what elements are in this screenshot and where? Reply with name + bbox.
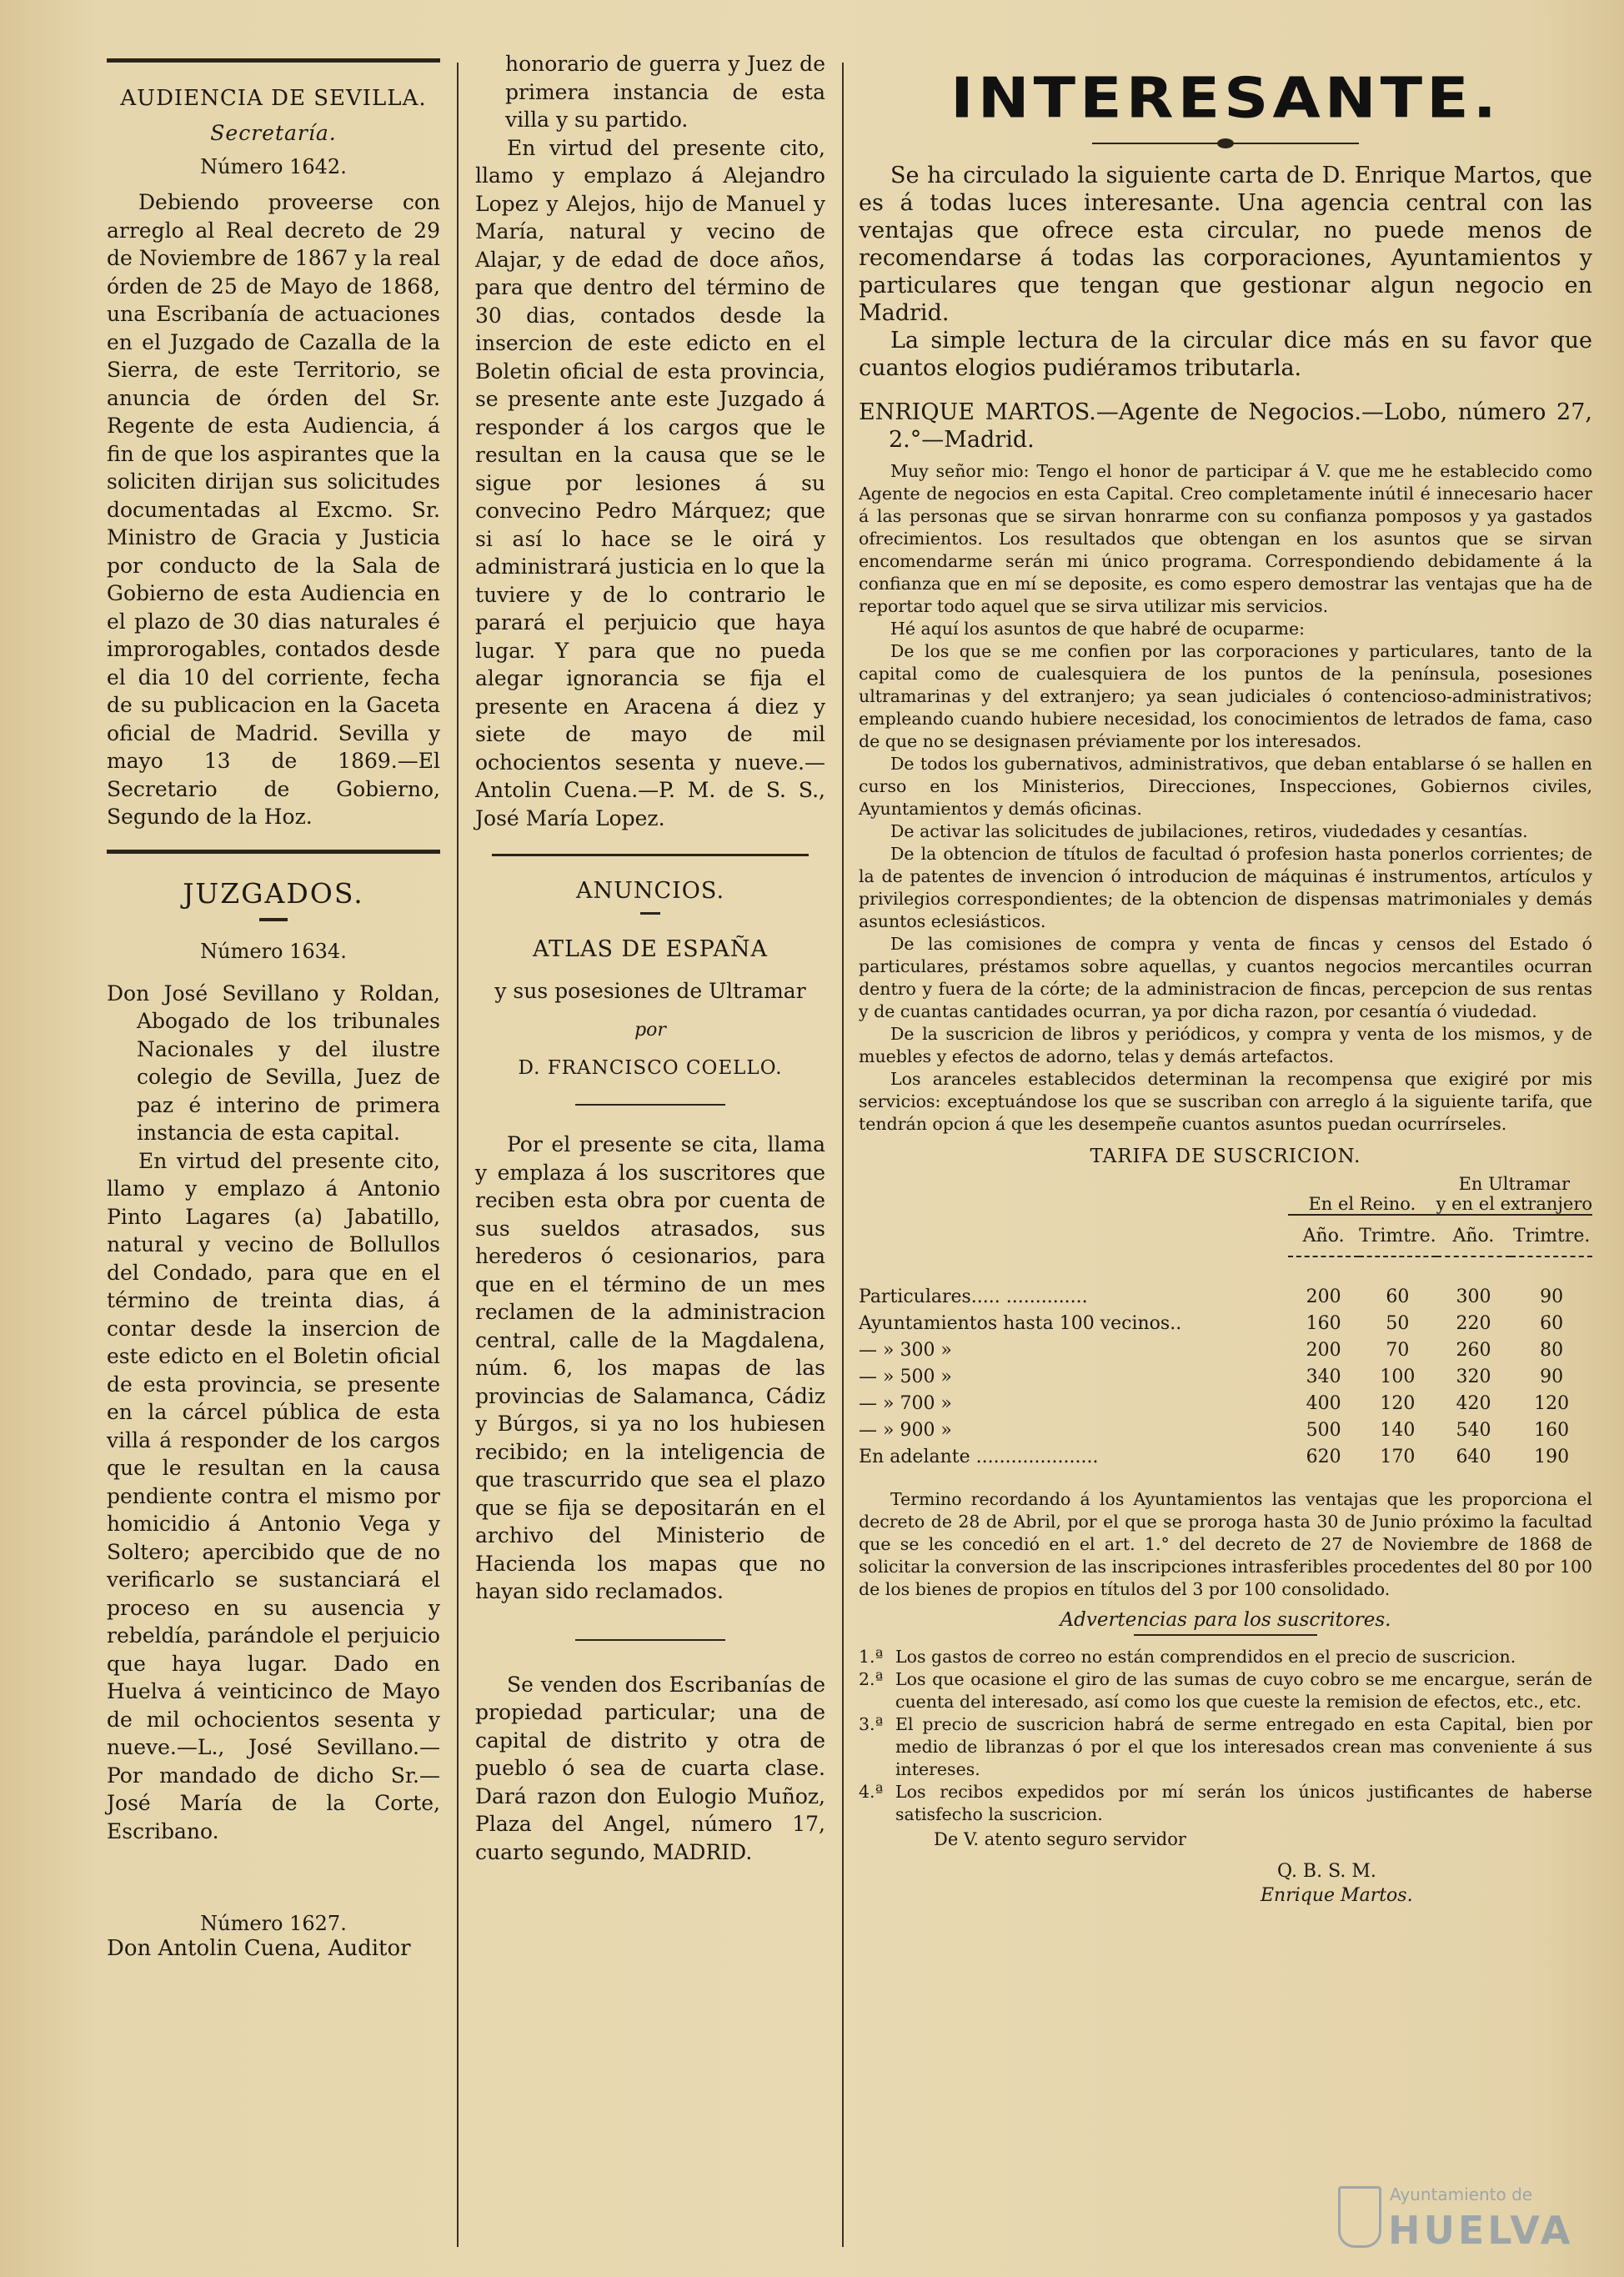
header-ano: Año. [1452,1225,1495,1246]
tarifa-rows [859,1283,1592,1470]
tarifa-cell: 140 [1380,1419,1416,1441]
tarifa-cell: 400 [1306,1392,1341,1414]
advertencia-number: 1.ª [859,1647,884,1667]
column-2 [475,50,825,1866]
tarifa-row [859,1283,1592,1310]
dash-separator [640,912,660,915]
letter-paragraph: De todos los gubernativos, administrativos, que deban entablarse ó se hallen en curso en los Ministerios, Direcciones, Inspecciones, Gobiernos civiles, Ayuntamientos y demás oficinas. [859,754,1592,819]
juzgados-body: En virtud del presente cito, llamo y emplazo á Antonio Pinto Lagares (a) Jabatillo, natural y vecino de Bollullos del Condado, para que en el término de treinta dias, á contar desde la insercion de este edicto en el Boletin oficial de esta provincia, se presente en la cárcel pública de esta villa á responder de los cargos que le resultan en la causa pendiente contra el mismo por homicidio á Antonio Vega y Soltero; apercibido que de no verificarlo se sustanciará el proceso en su ausencia y rebeldía, parándole el perjuicio que haya lugar. Dado en Huelva á veinticinco de Mayo de mil ochocientos sesenta y nueve.—L., José Sevillano.—Por mandado de dicho Sr.—José María de la Corte, Escribano. [107,1148,440,1843]
edict-continuation: honorario de guerra y Juez de primera instancia de esta villa y su partido. [505,52,825,132]
advertencias-title: Advertencias para los suscritores. [1060,1609,1391,1631]
tarifa-row-label: En adelante ..................... [859,1446,1099,1467]
audiencia-body: Debiendo proveerse con arreglo al Real decreto de 29 de Noviembre de 1867 y la real órden de 25 de Mayo de 1868, una Escribanía de actuaciones en el Juzgado de Cazalla de la Sierra, de este Territorio, se anuncia de órden del Sr. Regente de esta Audiencia, á fin de que los aspirantes que la soliciten dirijan sus solicitudes documentadas al Excmo. Sr. Ministro de Gracia y Justicia por conducto de la Sala de Gobierno de esta Audiencia en el plazo de 30 dias naturales é improrogables, contados desde el dia 10 del corriente, fecha de su publicacion en la Gaceta oficial de Madrid. Sevilla y mayo 13 de 1869.—El Secretario de Gobierno, Segundo de la Hoz. [107,190,440,829]
shield-icon [1338,2186,1381,2248]
tarifa-cell: 60 [1540,1312,1564,1334]
section-rule [1134,1634,1317,1636]
tarifa-row-label: — » 700 » [859,1392,952,1414]
advertencia-text: Los recibos expedidos por mí serán los únicos justificantes de haberse satisfecho la suscricion. [895,1782,1592,1824]
tarifa-cell: 70 [1386,1339,1410,1361]
column-divider [457,63,459,2247]
tarifa-cell: 120 [1534,1392,1570,1414]
tarifa-cell: 90 [1540,1366,1564,1387]
letter-paragraph: De activar las solicitudes de jubilaciones, retiros, viudedades y cesantías. [890,821,1528,841]
intro-paragraph-1: Se ha circulado la siguiente carta de D. Enrique Martos, que es á todas luces interesante. Una agencia central con las ventajas que ofrece esta circular, no puede menos de recomendarse á todas las corporaciones, Ayuntamientos y particulares que tengan que gestionar algun negocio en Madrid. [859,163,1592,326]
atlas-subtitle: y sus posesiones de Ultramar [494,979,806,1003]
interesante-title: INTERESANTE. [950,66,1501,131]
tarifa-cell: 620 [1306,1446,1341,1467]
tarifa-row-label: — » 900 » [859,1419,952,1441]
tarifa-cell: 320 [1456,1366,1491,1387]
column-divider [842,63,844,2247]
section-rule [107,850,440,854]
tarifa-cell: 200 [1306,1339,1341,1361]
advertencia-text: Los que ocasione el giro de las sumas de cuyo cobro se me encargue, serán de cuenta del interesado, así como los que cueste la remision de efectos, etc., etc. [895,1669,1592,1712]
tarifa-group-header [859,1174,1592,1215]
signature: Enrique Martos. [1261,1885,1413,1906]
tarifa-cell: 420 [1456,1392,1491,1414]
juzgados-number-2: Número 1627. [200,1912,347,1935]
tarifa-cell: 300 [1456,1286,1491,1307]
audiencia-title: AUDIENCIA DE SEVILLA. [120,86,427,111]
tarifa-cell: 260 [1456,1339,1491,1361]
juzgados-number: Número 1634. [200,939,347,963]
ornament-divider [1092,138,1359,148]
tarifa-row-label: Ayuntamientos hasta 100 vecinos.. [859,1312,1182,1334]
tarifa-row [859,1337,1592,1363]
advertencia-number: 3.ª [859,1714,884,1734]
tarifa-row-label: Particulares..... .............. [859,1286,1088,1307]
header-trimestre: Trimtre. [1512,1225,1591,1246]
tarifa-cell: 190 [1534,1446,1570,1467]
tarifa-cell: 170 [1380,1446,1416,1467]
tarifa-cell: 100 [1380,1366,1416,1387]
advertencias-list [859,1646,1592,1826]
advertencia-text: El precio de suscricion habrá de serme entregado en esta Capital, bien por medio de libranzas ó por el que los interesados crean mas conveniente á sus intereses. [895,1714,1592,1779]
header-ano: Año. [1302,1225,1345,1246]
letter-paragraph: De las comisiones de compra y venta de fincas y censos del Estado ó particulares, préstamos sobre aquellas, y cuantos negocios mercantiles ocurran dentro y fuera de la córte; de la administracion de fincas, percepcion de sus rentas y de cuantas cantidades ocurran, ya por dicha razon, por cesantía ó viudedad. [859,934,1592,1021]
intro-paragraph-2: La simple lectura de la circular dice más en su favor que cuantos elogios pudiéramos tributarla. [859,328,1592,381]
letter-paragraph: Hé aquí los asuntos de que habré de ocuparme: [890,619,1306,639]
juzgados-intro-2: Don Antolin Cuena, Auditor [107,1936,411,1961]
termino-paragraph: Termino recordando á los Ayuntamientos las ventajas que les proporciona el decreto de 28 de Abril, por el que se proroga hasta 30 de Junio próximo la facultad que se les concedió en el art. 1.° del decreto de 27 de Noviembre de 1868 de solicitar la conversion de las inscripciones intrasferibles procedentes del 80 por 100 de los bienes de propios en títulos del 3 por 100 consolidado. [859,1489,1592,1599]
anuncios-title: ANUNCIOS. [575,878,725,904]
tarifa-cell: 60 [1386,1286,1410,1307]
tarifa-row [859,1363,1592,1390]
section-rule [107,58,440,63]
tarifa-cell: 200 [1306,1286,1341,1307]
tarifa-table [859,1174,1592,1470]
letter-paragraphs [859,460,1592,1136]
advertencia-item [859,1646,1592,1668]
juzgados-title: JUZGADOS. [183,876,364,910]
advertencia-item [859,1668,1592,1713]
tarifa-row-label: — » 500 » [859,1366,952,1387]
letter-paragraph: De la obtencion de títulos de facultad ó profesion hasta ponerlos corrientes; de la de patentes de invencion ó introducion de máquinas é instrumentos, artículos y privilegios correspondientes; de la obtencion de dispensas matrimoniales y demás asuntos eclesiásticos. [859,844,1592,931]
advertencia-number: 4.ª [859,1782,884,1802]
header-trimestre: Trimtre. [1359,1225,1436,1246]
tarifa-row [859,1443,1592,1470]
closing-line: De V. atento seguro servidor [934,1829,1186,1849]
tarifa-cell: 340 [1306,1366,1341,1387]
group-ultramar [1436,1174,1592,1215]
watermark-line1: Ayuntamiento de [1390,2184,1533,2204]
tarifa-title: TARIFA DE SUSCRICION. [1090,1146,1361,1167]
group-ultramar-line2: y en el extranjero [1436,1194,1592,1214]
tarifa-cell: 160 [1534,1419,1570,1441]
advertencia-item [859,1713,1592,1781]
juzgados-intro: Don José Sevillano y Roldan, Abogado de los tribunales Nacionales y del ilustre colegio de Sevilla, Juez de paz é interino de primera instancia de esta capital. [107,981,440,1145]
atlas-title: ATLAS DE ESPAÑA [533,936,768,962]
tarifa-cell: 90 [1540,1286,1564,1307]
letter-paragraph: Los aranceles establecidos determinan la recompensa que exigiré por mis servicios: exceptuándose los que se suscriban con arreglo á la siguiente tarifa, que tendrán opcion á que les desempeñe cuantos asuntos puedan ocurrírseles. [859,1069,1592,1134]
advertencia-item [859,1781,1592,1826]
tarifa-cell: 640 [1456,1446,1491,1467]
edict-body: En virtud del presente cito, llamo y emplazo á Alejandro Lopez y Alejos, hijo de Manuel y María, natural y vecino de Alajar, y de edad de doce años, para que dentro del término de 30 dias, contados desde la insercion de este edicto en el Boletin oficial de esta provincia, se presente ante este Juzgado á responder á los cargos que le resultan en la causa que se le sigue por lesiones á su convecino Pedro Márquez; que si así lo hace se le oirá y administrará justicia en lo que la tuviere y de lo contrario le parará el perjuicio que haya lugar. Y para que no pueda alegar ignorancia se fija el presente en Aracena á diez y siete de mayo de mil ochocientos sesenta y nueve.—Antolin Cuena.—P. M. de S. S., José María Lopez. [475,135,825,830]
column-1 [107,50,440,1964]
tarifa-row [859,1310,1592,1337]
letter-heading: ENRIQUE MARTOS.—Agente de Negocios.—Lobo, número 27, 2.°—Madrid. [859,399,1592,453]
tarifa-row-label: — » 300 » [859,1339,952,1361]
section-rule [575,1104,725,1106]
advertencia-text: Los gastos de correo no están comprendidos en el precio de suscricion. [895,1647,1516,1667]
tarifa-cell: 160 [1306,1312,1341,1334]
letter-paragraph: De la suscricion de libros y periódicos, y compra y venta de los mismos, y de muebles y efectos de adorno, telas y demás artefactos. [859,1024,1592,1066]
audiencia-number: Número 1642. [200,155,347,178]
letter-paragraph: Muy señor mio: Tengo el honor de participar á V. que me he establecido como Agente de negocios en esta Capital. Creo completamente inútil é innecesario hacer á las personas que se sirvan honrarme con su confianza pomposos y ya gastados ofrecimientos. Los resultados que obtengan en los asuntos que se sirvan encomendarme serán mi único programa. Correspondiendo debidamente á la confianza que en mí se deposite, es como espero demostrar las ventajas que ha de reportar todo aquel que se sirva utilizar mis servicios. [859,461,1592,616]
atlas-body: Por el presente se cita, llama y emplaza á los suscritores que reciben esta obra por cuenta de sus sueldos atrasados, sus herederos ó cesionarios, para que en el término de un mes reclamen de la administracion central, calle de la Magdalena, núm. 6, los mapas de las provincias de Salamanca, Cádiz y Búrgos, si ya no los hubiesen recibido; en la inteligencia de que trascurrido que sea el plazo que se fija se depositarán en el archivo del Ministerio de Hacienda los mapas que no hayan sido reclamados. [475,1132,825,1603]
tarifa-column-header [859,1215,1592,1256]
tarifa-cell: 80 [1540,1339,1564,1361]
group-reino: En el Reino. [1288,1174,1436,1215]
dash-separator [259,918,288,921]
group-ultramar-line1: En Ultramar [1458,1174,1570,1194]
tarifa-row [859,1390,1592,1417]
audiencia-subtitle: Secretaría. [210,121,337,145]
tarifa-cell: 540 [1456,1419,1491,1441]
tarifa-cell: 220 [1456,1312,1491,1334]
tarifa-cell: 50 [1386,1312,1410,1334]
atlas-por: por [634,1020,666,1041]
qbsm: Q. B. S. M. [1277,1861,1376,1882]
atlas-author: D. FRANCISCO COELLO. [518,1057,783,1079]
tarifa-cell: 120 [1380,1392,1416,1414]
section-rule [575,1639,725,1641]
letter-paragraph: De los que se me confien por las corporaciones y particulares, tanto de la capital como de cualesquiera de los puntos de la península, posesiones ultramarinas y del extranjero; ya sean judiciales ó contencioso-administrativos; empleando cuando hubiere necesidad, los conocimientos de letrados de fama, caso de que no se designasen préviamente por los interesados. [859,641,1592,751]
dash-row [859,1256,1592,1283]
watermark-line2: HUELVA [1388,2208,1574,2253]
advertencia-number: 2.ª [859,1669,884,1689]
watermark-logo [1338,2178,1596,2261]
tarifa-cell: 500 [1306,1419,1341,1441]
tarifa-row [859,1417,1592,1443]
escribanias-ad: Se venden dos Escribanías de propiedad particular; una de capital de distrito y otra de pueblo ó sea de cuarta clase. Dará razon don Eulogio Muñoz, Plaza del Angel, número 17, cuarto segundo, MADRID. [475,1672,825,1864]
section-rule [492,854,809,856]
column-3 [859,50,1592,1906]
